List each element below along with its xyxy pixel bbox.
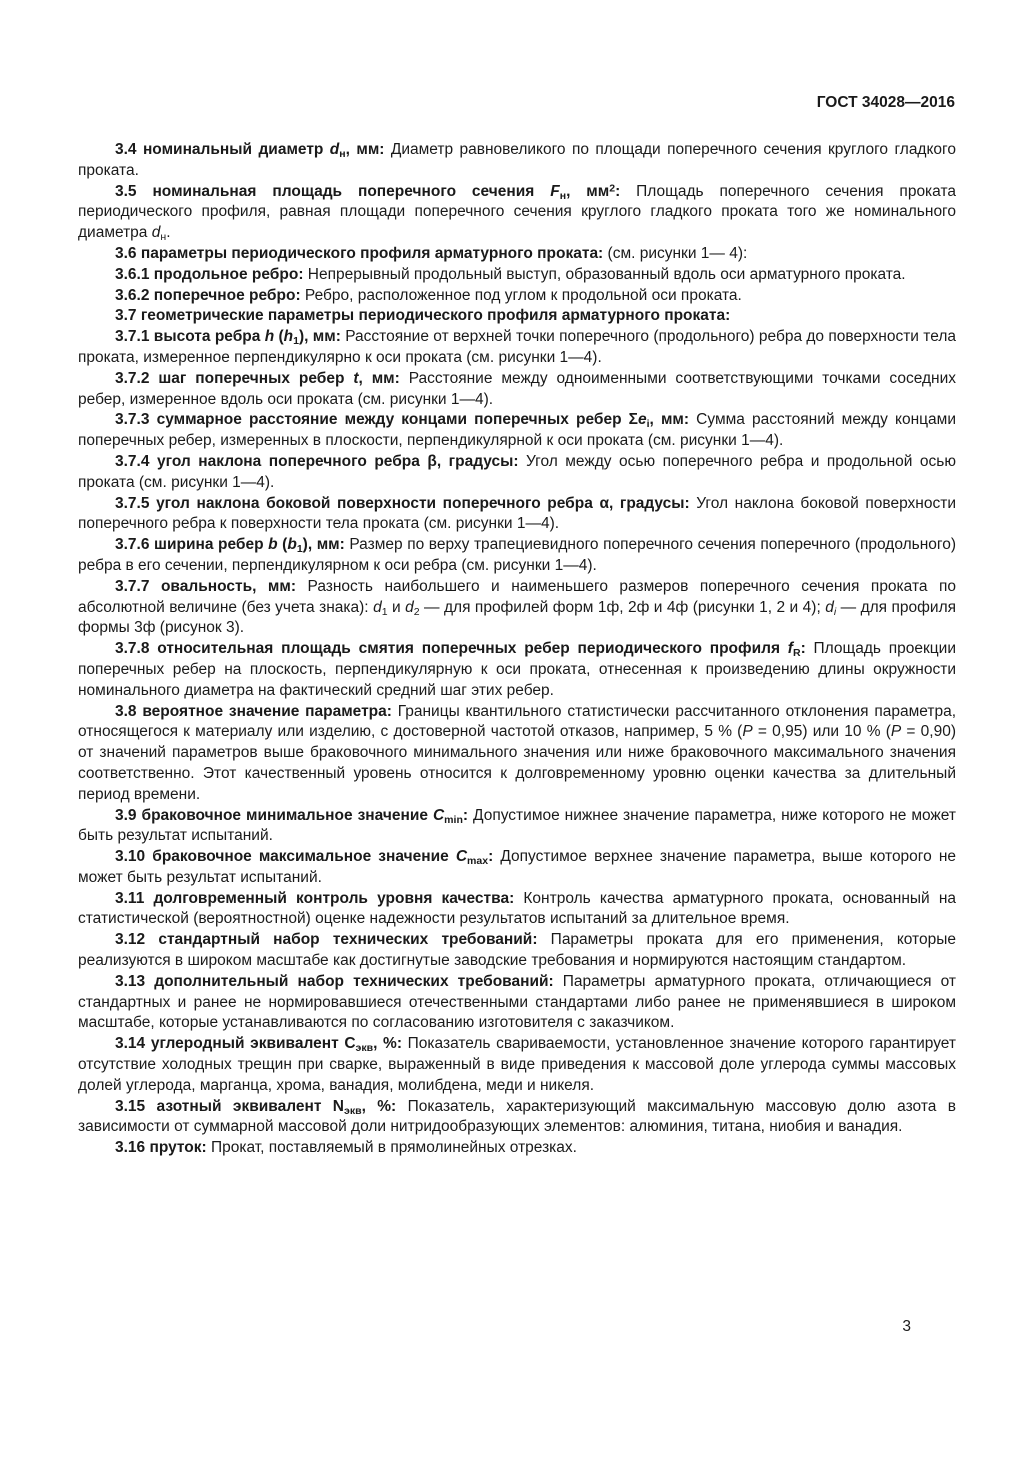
paragraph bbox=[78, 182, 956, 244]
text-run: max bbox=[467, 855, 489, 868]
paragraph bbox=[78, 806, 956, 848]
text-run: 3.6.2 поперечное ребро: bbox=[115, 286, 305, 304]
paragraph bbox=[78, 1034, 956, 1096]
text-run: : bbox=[800, 640, 814, 658]
text-run: 3.7.6 ширина ребер bbox=[115, 536, 269, 554]
paragraph bbox=[78, 702, 956, 806]
text-run: 3.15 азотный эквивалент N bbox=[115, 1097, 345, 1115]
paragraph bbox=[78, 327, 956, 369]
text-run: ( bbox=[277, 536, 288, 554]
text-run: Показатель, характеризующий максимальную массовую долю азота в зависимости от суммарной массовой доли нитридообразующих элементов: алюминия, титана, ниобия и ванадия. bbox=[78, 1097, 956, 1136]
text-run: h bbox=[283, 328, 294, 346]
text-run: и bbox=[387, 598, 406, 616]
paragraph bbox=[78, 577, 956, 639]
text-run: 3.7.1 высота ребра bbox=[115, 328, 265, 346]
text-run: экв bbox=[344, 1104, 362, 1117]
text-run: Σ bbox=[628, 411, 638, 429]
text-run: Площадь проекции поперечных ребер на плоскость, перпендикулярную к оси проката, отнесенная к произведению длины окружности номинального диаметра на фактический средний шаг этих ребер. bbox=[78, 640, 957, 699]
paragraph bbox=[78, 265, 956, 286]
text-run: 3.7.2 шаг поперечных ребер bbox=[115, 369, 354, 387]
text-run: , мм: bbox=[358, 369, 409, 387]
text-run: н bbox=[559, 189, 567, 202]
paragraph bbox=[78, 286, 956, 307]
text-run: : bbox=[462, 806, 474, 824]
text-run: , градусы: bbox=[436, 452, 526, 470]
text-run: d bbox=[151, 224, 161, 242]
text-run: 3.7.7 овальность, мм: bbox=[115, 577, 308, 595]
text-run: = 0,90) от значений параметров выше браковочного минимального значения или ниже браковочного максимального значения соответственно. Этот качественный уровень относится к долговременному уровню оценки качества за длительный период времени. bbox=[78, 723, 956, 803]
paragraph bbox=[78, 889, 956, 931]
text-run: 3.7.3 суммарное расстояние между концами поперечных ребер bbox=[115, 411, 629, 429]
text-run: экв bbox=[355, 1042, 374, 1055]
text-run: 3.9 браковочное минимальное значение bbox=[115, 806, 433, 824]
text-run: 3.7 геометрические параметры периодического профиля арматурного проката: bbox=[115, 307, 731, 325]
text-run: Угол наклона боковой поверхности поперечного ребра к поверхности тела проката (см. рисунки 1—4). bbox=[78, 494, 956, 533]
paragraph bbox=[78, 369, 956, 411]
page-number: 3 bbox=[902, 1318, 911, 1335]
text-run: e bbox=[637, 411, 647, 429]
text-run: ), мм: bbox=[299, 328, 346, 346]
text-run: min bbox=[444, 813, 463, 826]
text-run: 1 bbox=[293, 335, 299, 348]
text-run: d bbox=[329, 141, 340, 158]
text-run: Параметры проката для его применения, которые реализуются в широком масштабе как достигнутые заводские требования и нормируются настоящим стандартом. bbox=[78, 931, 956, 970]
text-run: 3.10 браковочное максимальное значение bbox=[115, 848, 456, 866]
text-run: 2 bbox=[609, 181, 616, 194]
paragraph bbox=[78, 972, 956, 1034]
text-run: 3.6.1 продольное ребро: bbox=[115, 265, 308, 283]
text-run: P bbox=[890, 723, 902, 741]
text-run: 3.16 пруток: bbox=[115, 1139, 211, 1157]
text-run: Допустимое верхнее значение параметра, выше которого не может быть результат испытаний. bbox=[78, 848, 957, 886]
text-run: Параметры арматурного проката, отличающиеся от стандартных и ранее не нормировавшиеся отечественными стандартами либо ранее не применявшиеся в широком масштабе, которые устанавливаются по согласованию изготовителя с заказчиком. bbox=[78, 972, 956, 1032]
text-run: 3.14 углеродный эквивалент С bbox=[115, 1035, 356, 1053]
text-run: d bbox=[405, 598, 414, 616]
paragraph bbox=[78, 494, 956, 536]
text-run: 3.8 вероятное значение параметра: bbox=[115, 702, 398, 720]
text-run: , %: bbox=[361, 1097, 408, 1115]
text-run: d bbox=[373, 598, 382, 616]
text-run: t bbox=[353, 369, 359, 387]
text-run: Угол между осью поперечного ребра и продольной осью проката (см. рисунки 1—4). bbox=[78, 452, 957, 491]
text-run: Показатель свариваемости, установленное значение которого гарантирует отсутствие холодных трещин при сварке, выраженный в виде приведения к массовой доле углерода суммы массовых долей углерода, марганца, хрома, ванадия, молибдена, меди и никеля. bbox=[78, 1035, 956, 1094]
text-run: d bbox=[825, 598, 834, 616]
paragraph bbox=[78, 847, 956, 889]
text-run: (см. рисунки 1— 4): bbox=[607, 244, 748, 262]
paragraph bbox=[78, 535, 956, 577]
paragraph bbox=[78, 930, 956, 972]
text-run: Сумма расстояний между концами поперечных ребер, измеренных в плоскости, перпендикулярной к оси проката (см. рисунки 1—4). bbox=[78, 411, 956, 450]
text-run: 1 bbox=[296, 543, 303, 556]
text-run: i bbox=[833, 605, 837, 618]
text-run: , градусы: bbox=[608, 494, 697, 512]
paragraph bbox=[78, 1097, 956, 1139]
text-run: н bbox=[339, 147, 346, 160]
document-header-number: ГОСТ 34028—2016 bbox=[816, 94, 955, 111]
text-run: 3.7.8 относительная площадь смятия поперечных ребер периодического профиля bbox=[115, 640, 788, 658]
text-run: , мм: bbox=[649, 411, 697, 429]
text-run: Границы квантильного статистически рассчитанного отклонения параметра, относящегося к материалу или изделию, с достоверной частотой отказов, например, 5 % ( bbox=[78, 702, 956, 741]
text-run: α bbox=[599, 494, 609, 512]
text-run: . bbox=[166, 224, 171, 242]
text-run: 3.12 стандартный набор технических требований: bbox=[115, 931, 551, 949]
text-run: , %: bbox=[373, 1035, 408, 1053]
paragraph bbox=[78, 140, 956, 182]
text-run: 1 bbox=[381, 605, 388, 618]
text-run: β bbox=[427, 452, 437, 470]
text-run: Ребро, расположенное под углом к продольной оси проката. bbox=[304, 286, 742, 304]
text-run: Непрерывный продольный выступ, образованный вдоль оси арматурного проката. bbox=[307, 265, 906, 283]
text-run: Площадь поперечного сечения проката периодического профиля, равная площади поперечного сечения круглого гладкого проката того же номинального диаметра bbox=[78, 182, 957, 242]
paragraph bbox=[78, 244, 956, 265]
paragraph bbox=[78, 639, 956, 701]
text-run: 3.5 номинальная площадь поперечного сечения bbox=[115, 182, 551, 200]
paragraph bbox=[78, 410, 956, 452]
paragraph bbox=[78, 452, 956, 494]
text-run: f bbox=[787, 640, 793, 658]
text-run: — для профилей форм 1ф, 2ф и 4ф (рисунки 1, 2 и 4); bbox=[419, 598, 826, 616]
text-run: 3.13 дополнительный набор технических требований: bbox=[115, 972, 563, 990]
text-run: ( bbox=[274, 328, 284, 346]
text-run: — для профиля формы 3ф (рисунок 3). bbox=[78, 598, 957, 637]
text-run: Диаметр равновеликого по площади поперечного сечения круглого гладкого проката. bbox=[78, 141, 956, 179]
text-run: b bbox=[268, 536, 278, 554]
text-run: , мм bbox=[566, 182, 610, 200]
text-run: 3.4 номинальный диаметр bbox=[115, 141, 330, 158]
text-run: F bbox=[550, 182, 560, 200]
document-body bbox=[78, 140, 956, 1159]
text-run: Контроль качества арматурного проката, основанный на статистической (вероятностной) оценке надежности результатов испытаний за длительное время. bbox=[78, 889, 957, 928]
text-run: Прокат, поставляемый в прямолинейных отрезках. bbox=[211, 1139, 577, 1157]
text-run: C bbox=[455, 848, 468, 866]
text-run: C bbox=[432, 806, 445, 824]
text-run: i bbox=[646, 418, 650, 431]
text-run: P bbox=[742, 723, 753, 741]
text-run: 3.7.4 угол наклона поперечного ребра bbox=[115, 452, 428, 470]
text-run: Размер по верху трапециевидного поперечного сечения поперечного (продольного) ребра в его сечении, перпендикулярном к оси ребра (см. рисунки 1—4). bbox=[78, 536, 956, 574]
text-run: Расстояние от верхней точки поперечного (продольного) ребра до поверхности тела проката, измеренное перпендикулярно к оси проката (см. рисунки 1—4). bbox=[78, 328, 956, 366]
text-run: 3.11 долговременный контроль уровня качества: bbox=[115, 889, 524, 907]
text-run: : bbox=[488, 848, 501, 866]
text-run: : bbox=[615, 182, 637, 200]
text-run: 2 bbox=[413, 605, 420, 618]
text-run: = 0,95) или 10 % ( bbox=[752, 723, 891, 741]
text-run: н bbox=[160, 231, 167, 244]
text-run: b bbox=[287, 536, 297, 554]
text-run: Допустимое нижнее значение параметра, ниже которого не может быть результат испытаний. bbox=[78, 806, 957, 845]
paragraph bbox=[78, 1138, 956, 1159]
text-run: Разность наибольшего и наименьшего размеров поперечного сечения проката по абсолютной величине (без учета знака): bbox=[78, 577, 957, 616]
paragraph bbox=[78, 306, 956, 327]
text-run: Расстояние между одноименными соответствующими точками соседних ребер, измеренное вдоль оси проката (см. рисунки 1—4). bbox=[78, 369, 956, 408]
text-run: 3.7.5 угол наклона боковой поверхности поперечного ребра bbox=[115, 494, 600, 512]
text-run: ), мм: bbox=[302, 536, 350, 554]
text-run: 3.6 параметры периодического профиля арматурного проката: bbox=[115, 244, 608, 262]
text-run: , мм: bbox=[345, 141, 391, 158]
text-run: R bbox=[792, 647, 801, 660]
text-run: h bbox=[264, 328, 275, 346]
